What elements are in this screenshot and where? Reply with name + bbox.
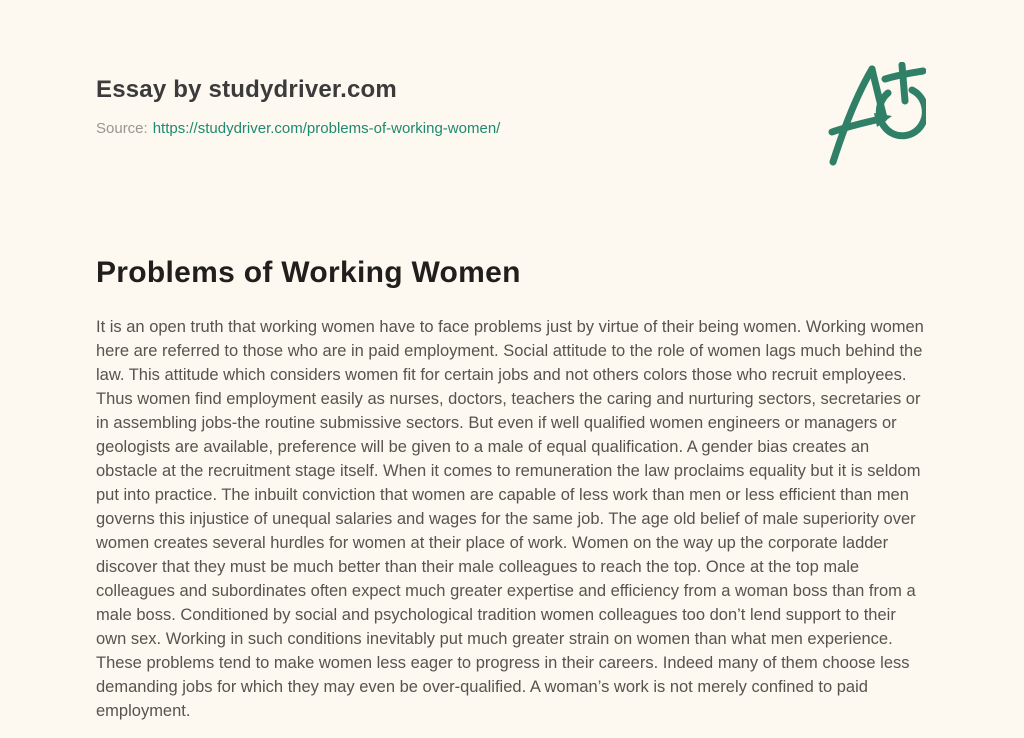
studydriver-logo — [826, 62, 926, 166]
source-line — [96, 120, 930, 138]
essay-title: Problems of Working Women — [96, 256, 521, 289]
source-link[interactable]: https://studydriver.com/problems-of-working-women/ — [152, 120, 501, 137]
essay-body: It is an open truth that working women have to face problems just by virtue of their being women. Working women here are referred to those who are in paid employment. Social attitude to the role of women lags much behind the law. This attitude which considers women fit for certain jobs and not others colors those who recruit employees. Thus women find employment easily as nurses, doctors, teachers the caring and nurturing sectors, secretaries or in assembling jobs-the routine submissive sectors. But even if well qualified women engineers or managers or geologists are available, preference will be given to a male of equal qualification. A gender bias creates an obstacle at the recruitment stage itself. When it comes to remuneration the law proclaims equality but it is seldom put into practice. The inbuilt conviction that women are capable of less work than men or less efficient than men governs this injustice of unequal salaries and wages for the same job. The age old belief of male superiority over women creates several hurdles for women at their place of work. Women on the way up the corporate ladder discover that they must be much better than their male colleagues to reach the top. Once at the top male colleagues and subordinates often expect much greater expertise and efficiency from a woman boss than from a male boss. Conditioned by social and psychological tradition women colleagues too don’t lend support to their own sex. Working in such conditions inevitably put much greater strain on women than what men experience. These problems tend to make women less eager to progress in their careers. Indeed many of them choose less demanding jobs for which they may even be over-qualified. A woman’s work is not merely confined to paid employment. — [96, 318, 924, 720]
page-title: Essay by studydriver.com — [96, 76, 397, 103]
source-label: Source: — [96, 120, 148, 137]
header — [96, 0, 930, 138]
a-plus-grade-icon — [826, 62, 926, 166]
